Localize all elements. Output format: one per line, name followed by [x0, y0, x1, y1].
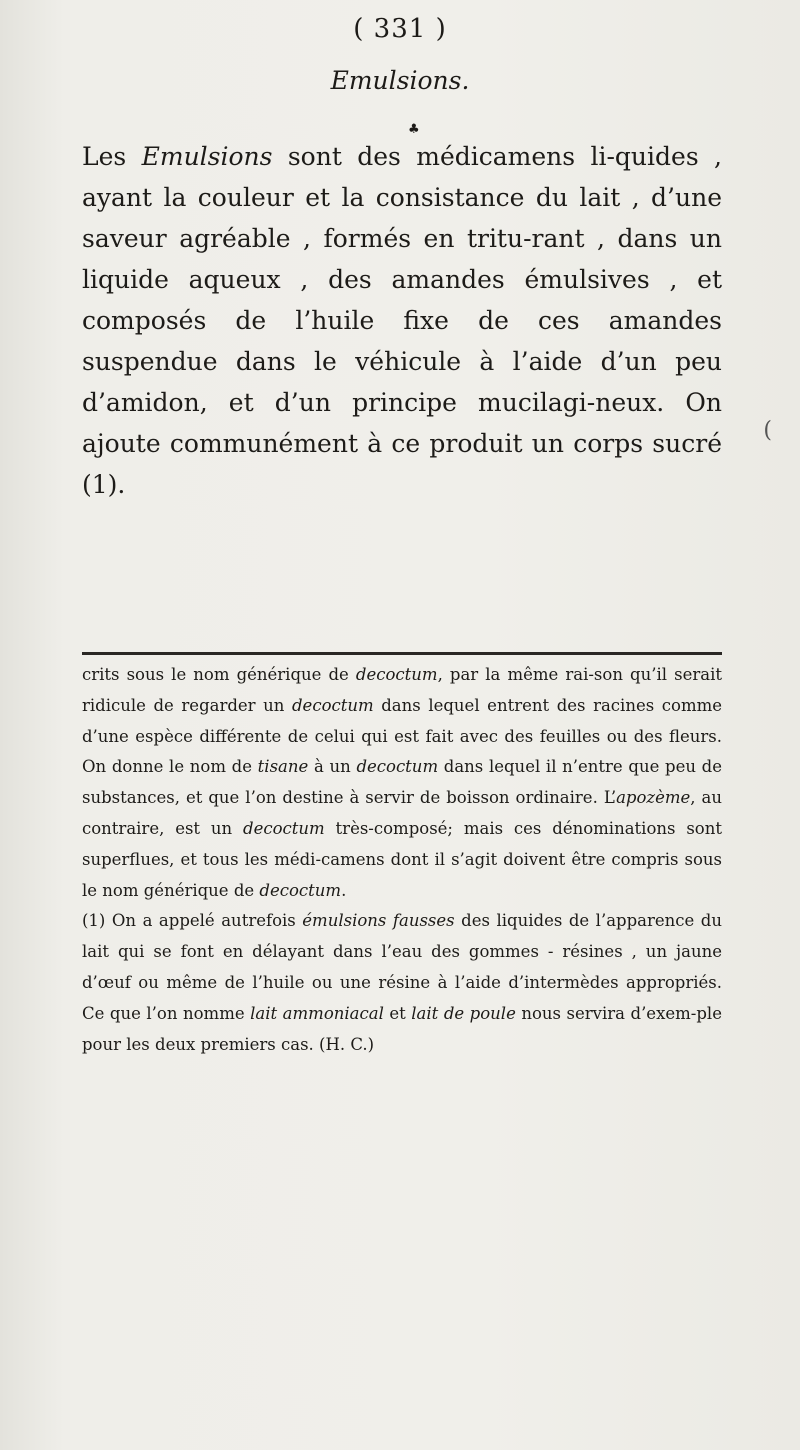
italic-term: decoctum — [259, 880, 342, 900]
text-run: Les — [82, 142, 142, 171]
text-run: et — [383, 1003, 412, 1023]
text-run: (1) On a appelé autrefois — [82, 911, 303, 931]
text-run: très-composé; mais ces dénominations sont superflues, et tous les médi-camens dont il s’agit doivent être compris sous le nom générique de — [82, 818, 722, 900]
text-run: des liquides de l’apparence du lait qui se font en délayant dans l’eau des gommes - résines , un jaune d’œuf ou même de l’huile ou une résine à l’aide d’intermèdes appropriés. Ce que l’on nomme — [82, 911, 722, 1023]
page-number: ( 331 ) — [353, 14, 447, 44]
section-title: Emulsions. — [330, 66, 470, 95]
italic-term: decoctum — [356, 757, 439, 777]
text-run: crits sous le nom générique de — [82, 665, 356, 684]
text-run: dans lequel entrent des racines comme d’une espèce différente de celui qui est fait avec des feuilles ou des fleurs. On donne le nom de — [82, 695, 722, 777]
footnote-continuation — [82, 660, 722, 906]
italic-term: tisane — [257, 757, 309, 777]
text-run: , au contraire, est un — [82, 788, 722, 838]
ornament-icon: ♣ — [408, 122, 420, 137]
footnotes — [82, 660, 722, 1060]
italic-term: decoctum — [243, 818, 325, 838]
text-run: , par la même rai-son qu’il serait ridicule de regarder un — [82, 665, 722, 715]
margin-mark: ( — [763, 418, 772, 443]
text-run: nous servira d’exem-ple pour les deux premiers cas. (H. C.) — [82, 1003, 722, 1054]
footnote-1 — [82, 906, 722, 1060]
paragraph-emulsions — [82, 136, 722, 505]
text-run: dans lequel il n’entre que peu de substances, et que l’on destine à servir de boisson ordinaire. L’ — [82, 757, 722, 808]
italic-term: lait de poule — [411, 1003, 516, 1023]
text-run: . — [341, 880, 347, 900]
italic-term: Emulsions — [141, 142, 273, 171]
italic-term: decoctum — [355, 665, 438, 684]
text-run: sont des médicamens li-quides , ayant la couleur et la consistance du lait , d’une saveur agréable , formés en tritu-rant , dans un liquide aqueux , des amandes émulsives , et composés de l’huile fixe de ces amandes suspendue dans le véhicule à l’aide d’un peu d’amidon, et d’un principe mucilagi-neux. On ajoute communément à ce produit un corps sucré (1). — [82, 142, 722, 499]
italic-term: apozème — [616, 788, 691, 808]
text-run: à un — [308, 757, 357, 777]
italic-term: lait ammoniacal — [250, 1003, 384, 1023]
footnote-rule — [82, 652, 722, 655]
italic-term: decoctum — [292, 695, 374, 715]
italic-term: émulsions fausses — [302, 911, 455, 931]
main-text — [82, 136, 722, 505]
